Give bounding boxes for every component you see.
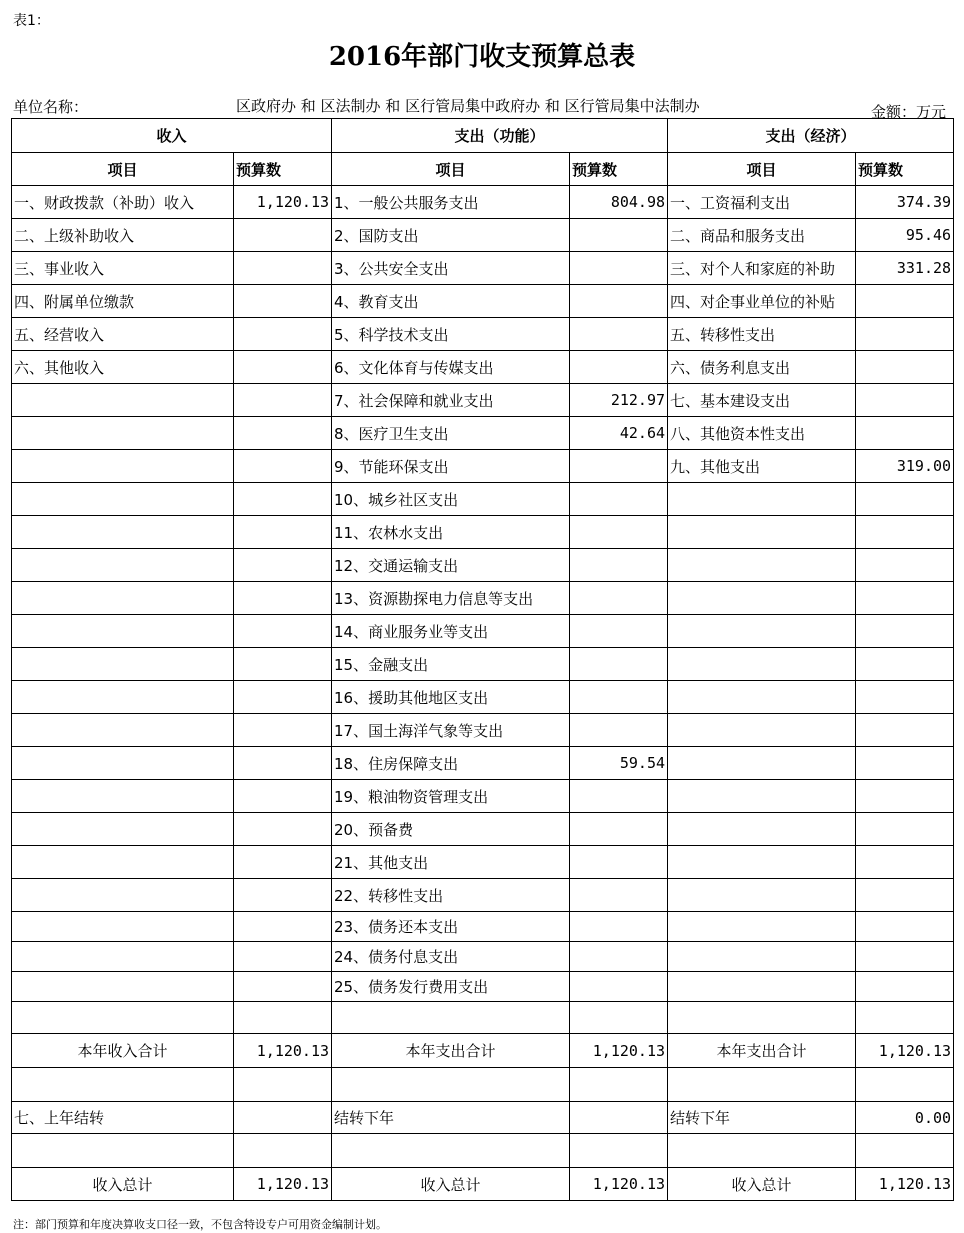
income-item xyxy=(12,879,234,912)
func-item: 10、城乡社区支出 xyxy=(332,483,570,516)
econ-value: 331.28 xyxy=(856,252,954,285)
income-budget-header: 预算数 xyxy=(234,153,332,186)
func-value: 42.64 xyxy=(570,417,668,450)
grand-func-value: 1,120.13 xyxy=(570,1168,668,1201)
unit-name-label: 单位名称： xyxy=(13,98,89,116)
income-item xyxy=(12,483,234,516)
func-item: 23、债务还本支出 xyxy=(332,912,570,942)
expense-func-header: 支出（功能） xyxy=(332,119,668,153)
income-value xyxy=(234,318,332,351)
income-value xyxy=(234,912,332,942)
func-value xyxy=(570,549,668,582)
func-value xyxy=(570,252,668,285)
year-expense-label: 本年支出合计 xyxy=(668,1034,856,1068)
table-row xyxy=(12,942,954,972)
income-value xyxy=(234,384,332,417)
income-item: 五、经营收入 xyxy=(12,318,234,351)
econ-item xyxy=(668,516,856,549)
empty-cell xyxy=(332,1002,570,1034)
econ-item: 二、商品和服务支出 xyxy=(668,219,856,252)
econ-item xyxy=(668,582,856,615)
func-item: 16、援助其他地区支出 xyxy=(332,681,570,714)
income-item xyxy=(12,681,234,714)
income-value xyxy=(234,549,332,582)
func-item: 2、国防支出 xyxy=(332,219,570,252)
carryover-out-label: 结转下年 xyxy=(332,1102,570,1134)
income-item xyxy=(12,813,234,846)
income-value xyxy=(234,351,332,384)
empty-cell xyxy=(12,1002,234,1034)
grand-income-label: 收入总计 xyxy=(12,1168,234,1201)
empty-cell xyxy=(570,1002,668,1034)
func-item: 3、公共安全支出 xyxy=(332,252,570,285)
func-value xyxy=(570,681,668,714)
func-value: 804.98 xyxy=(570,186,668,219)
func-budget-header: 预算数 xyxy=(570,153,668,186)
econ-budget-header: 预算数 xyxy=(856,153,954,186)
empty-cell xyxy=(332,1068,570,1102)
econ-item xyxy=(668,780,856,813)
econ-item: 八、其他资本性支出 xyxy=(668,417,856,450)
econ-value xyxy=(856,351,954,384)
econ-value xyxy=(856,747,954,780)
blank-row xyxy=(12,1134,954,1168)
econ-item-header: 项目 xyxy=(668,153,856,186)
econ-value xyxy=(856,846,954,879)
table-row xyxy=(12,351,954,384)
income-item xyxy=(12,582,234,615)
func-value xyxy=(570,780,668,813)
grand-func-label: 收入总计 xyxy=(332,1168,570,1201)
grand-econ-value: 1,120.13 xyxy=(856,1168,954,1201)
func-value xyxy=(570,942,668,972)
econ-value xyxy=(856,681,954,714)
empty-cell xyxy=(234,1002,332,1034)
table-row xyxy=(12,252,954,285)
econ-value xyxy=(856,285,954,318)
income-item xyxy=(12,972,234,1002)
func-value xyxy=(570,318,668,351)
func-item: 6、文化体育与传媒支出 xyxy=(332,351,570,384)
empty-cell xyxy=(668,1068,856,1102)
econ-value: 319.00 xyxy=(856,450,954,483)
econ-item: 三、对个人和家庭的补助 xyxy=(668,252,856,285)
econ-value xyxy=(856,648,954,681)
income-item xyxy=(12,747,234,780)
footnote: 注：部门预算和年度决算收支口径一致，不包含特设专户可用资金编制计划。 xyxy=(13,1218,387,1231)
empty-cell xyxy=(332,1134,570,1168)
table-row xyxy=(12,879,954,912)
empty-cell xyxy=(856,1002,954,1034)
income-value xyxy=(234,285,332,318)
income-header: 收入 xyxy=(12,119,332,153)
func-value xyxy=(570,516,668,549)
budget-table xyxy=(11,118,954,1201)
func-value xyxy=(570,846,668,879)
income-item xyxy=(12,942,234,972)
carryover-in-value xyxy=(234,1102,332,1134)
func-item: 4、教育支出 xyxy=(332,285,570,318)
func-item: 13、资源勘探电力信息等支出 xyxy=(332,582,570,615)
func-item: 24、债务付息支出 xyxy=(332,942,570,972)
func-value xyxy=(570,450,668,483)
empty-cell xyxy=(856,1068,954,1102)
income-value xyxy=(234,450,332,483)
table-row xyxy=(12,780,954,813)
table-row xyxy=(12,747,954,780)
income-item: 二、上级补助收入 xyxy=(12,219,234,252)
empty-cell xyxy=(570,1068,668,1102)
table-row xyxy=(12,285,954,318)
econ-value xyxy=(856,879,954,912)
econ-value xyxy=(856,318,954,351)
income-item xyxy=(12,384,234,417)
econ-item: 七、基本建设支出 xyxy=(668,384,856,417)
amount-unit: 金额：万元 xyxy=(871,103,947,121)
carryover-in-label: 七、上年结转 xyxy=(12,1102,234,1134)
income-item xyxy=(12,648,234,681)
table-row xyxy=(12,384,954,417)
grand-income-value: 1,120.13 xyxy=(234,1168,332,1201)
table-row xyxy=(12,582,954,615)
econ-value xyxy=(856,972,954,1002)
empty-cell xyxy=(12,1134,234,1168)
func-value xyxy=(570,912,668,942)
empty-cell xyxy=(234,1134,332,1168)
income-item: 三、事业收入 xyxy=(12,252,234,285)
table-row xyxy=(12,219,954,252)
econ-value xyxy=(856,384,954,417)
year-income-label: 本年收入合计 xyxy=(12,1034,234,1068)
func-item: 22、转移性支出 xyxy=(332,879,570,912)
year-func-value: 1,120.13 xyxy=(570,1034,668,1068)
econ-item: 一、工资福利支出 xyxy=(668,186,856,219)
func-item: 7、社会保障和就业支出 xyxy=(332,384,570,417)
income-item-header: 项目 xyxy=(12,153,234,186)
empty-cell xyxy=(668,1134,856,1168)
grand-total-row xyxy=(12,1168,954,1201)
carryover-func-value xyxy=(570,1102,668,1134)
econ-value xyxy=(856,549,954,582)
income-value xyxy=(234,516,332,549)
table-row xyxy=(12,417,954,450)
func-value xyxy=(570,615,668,648)
econ-value xyxy=(856,780,954,813)
income-value xyxy=(234,942,332,972)
income-value xyxy=(234,879,332,912)
income-value xyxy=(234,582,332,615)
func-item: 25、债务发行费用支出 xyxy=(332,972,570,1002)
table-row xyxy=(12,648,954,681)
table-row xyxy=(12,483,954,516)
income-item xyxy=(12,780,234,813)
income-value xyxy=(234,846,332,879)
income-item xyxy=(12,516,234,549)
econ-item xyxy=(668,483,856,516)
empty-cell xyxy=(856,1134,954,1168)
income-item xyxy=(12,714,234,747)
func-item: 8、医疗卫生支出 xyxy=(332,417,570,450)
table-row xyxy=(12,681,954,714)
income-item xyxy=(12,615,234,648)
econ-item xyxy=(668,615,856,648)
func-item: 11、农林水支出 xyxy=(332,516,570,549)
table-row xyxy=(12,813,954,846)
income-item xyxy=(12,450,234,483)
grand-econ-label: 收入总计 xyxy=(668,1168,856,1201)
econ-value xyxy=(856,615,954,648)
func-item: 14、商业服务业等支出 xyxy=(332,615,570,648)
page-title: 2016年部门收支预算总表 xyxy=(328,42,636,72)
income-value: 1,120.13 xyxy=(234,186,332,219)
econ-value xyxy=(856,813,954,846)
func-value xyxy=(570,714,668,747)
expense-econ-header: 支出（经济） xyxy=(668,119,954,153)
table-row xyxy=(12,450,954,483)
year-income-value: 1,120.13 xyxy=(234,1034,332,1068)
income-value xyxy=(234,747,332,780)
income-value xyxy=(234,483,332,516)
carryover-econ-value: 0.00 xyxy=(856,1102,954,1134)
income-item xyxy=(12,912,234,942)
func-item: 20、预备费 xyxy=(332,813,570,846)
income-item: 一、财政拨款（补助）收入 xyxy=(12,186,234,219)
econ-value: 95.46 xyxy=(856,219,954,252)
blank-row xyxy=(12,1068,954,1102)
income-item: 四、附属单位缴款 xyxy=(12,285,234,318)
income-value xyxy=(234,648,332,681)
econ-item xyxy=(668,747,856,780)
func-item: 15、金融支出 xyxy=(332,648,570,681)
func-value xyxy=(570,879,668,912)
func-item: 21、其他支出 xyxy=(332,846,570,879)
econ-item xyxy=(668,912,856,942)
carryover-out-label: 结转下年 xyxy=(668,1102,856,1134)
econ-value xyxy=(856,483,954,516)
econ-item xyxy=(668,813,856,846)
econ-item xyxy=(668,714,856,747)
func-value xyxy=(570,582,668,615)
table-row xyxy=(12,318,954,351)
year-expense-label: 本年支出合计 xyxy=(332,1034,570,1068)
econ-item: 五、转移性支出 xyxy=(668,318,856,351)
year-econ-value: 1,120.13 xyxy=(856,1034,954,1068)
econ-value xyxy=(856,912,954,942)
empty-cell xyxy=(570,1134,668,1168)
income-value xyxy=(234,972,332,1002)
func-value xyxy=(570,285,668,318)
income-value xyxy=(234,615,332,648)
func-item: 1、一般公共服务支出 xyxy=(332,186,570,219)
empty-cell xyxy=(12,1068,234,1102)
table-row xyxy=(12,615,954,648)
econ-item xyxy=(668,681,856,714)
econ-item xyxy=(668,942,856,972)
econ-item xyxy=(668,972,856,1002)
econ-value xyxy=(856,714,954,747)
econ-item xyxy=(668,648,856,681)
income-value xyxy=(234,252,332,285)
func-value: 59.54 xyxy=(570,747,668,780)
func-value: 212.97 xyxy=(570,384,668,417)
income-item xyxy=(12,846,234,879)
func-value xyxy=(570,351,668,384)
income-value xyxy=(234,714,332,747)
econ-item: 四、对企事业单位的补贴 xyxy=(668,285,856,318)
func-value xyxy=(570,648,668,681)
econ-item: 九、其他支出 xyxy=(668,450,856,483)
income-value xyxy=(234,681,332,714)
func-value xyxy=(570,219,668,252)
blank-row xyxy=(12,1002,954,1034)
econ-value xyxy=(856,417,954,450)
econ-item xyxy=(668,879,856,912)
table-row xyxy=(12,912,954,942)
econ-item xyxy=(668,549,856,582)
func-item: 19、粮油物资管理支出 xyxy=(332,780,570,813)
econ-value: 374.39 xyxy=(856,186,954,219)
func-value xyxy=(570,483,668,516)
income-value xyxy=(234,417,332,450)
carryover-row xyxy=(12,1102,954,1134)
income-item xyxy=(12,417,234,450)
income-item xyxy=(12,549,234,582)
func-item: 5、科学技术支出 xyxy=(332,318,570,351)
econ-value xyxy=(856,582,954,615)
table-row xyxy=(12,186,954,219)
func-value xyxy=(570,813,668,846)
econ-item: 六、债务利息支出 xyxy=(668,351,856,384)
empty-cell xyxy=(668,1002,856,1034)
func-value xyxy=(570,972,668,1002)
func-item-header: 项目 xyxy=(332,153,570,186)
func-item: 9、节能环保支出 xyxy=(332,450,570,483)
table-row xyxy=(12,846,954,879)
econ-value xyxy=(856,942,954,972)
table-row xyxy=(12,516,954,549)
table-label: 表1： xyxy=(13,13,50,29)
empty-cell xyxy=(234,1068,332,1102)
unit-name-value: 区政府办 和 区法制办 和 区行管局集中政府办 和 区行管局集中法制办 xyxy=(236,97,700,115)
income-item: 六、其他收入 xyxy=(12,351,234,384)
table-row xyxy=(12,549,954,582)
table-row xyxy=(12,972,954,1002)
income-value xyxy=(234,780,332,813)
econ-value xyxy=(856,516,954,549)
income-value xyxy=(234,813,332,846)
econ-item xyxy=(668,846,856,879)
year-total-row xyxy=(12,1034,954,1068)
func-item: 18、住房保障支出 xyxy=(332,747,570,780)
func-item: 17、国土海洋气象等支出 xyxy=(332,714,570,747)
income-value xyxy=(234,219,332,252)
func-item: 12、交通运输支出 xyxy=(332,549,570,582)
table-row xyxy=(12,714,954,747)
